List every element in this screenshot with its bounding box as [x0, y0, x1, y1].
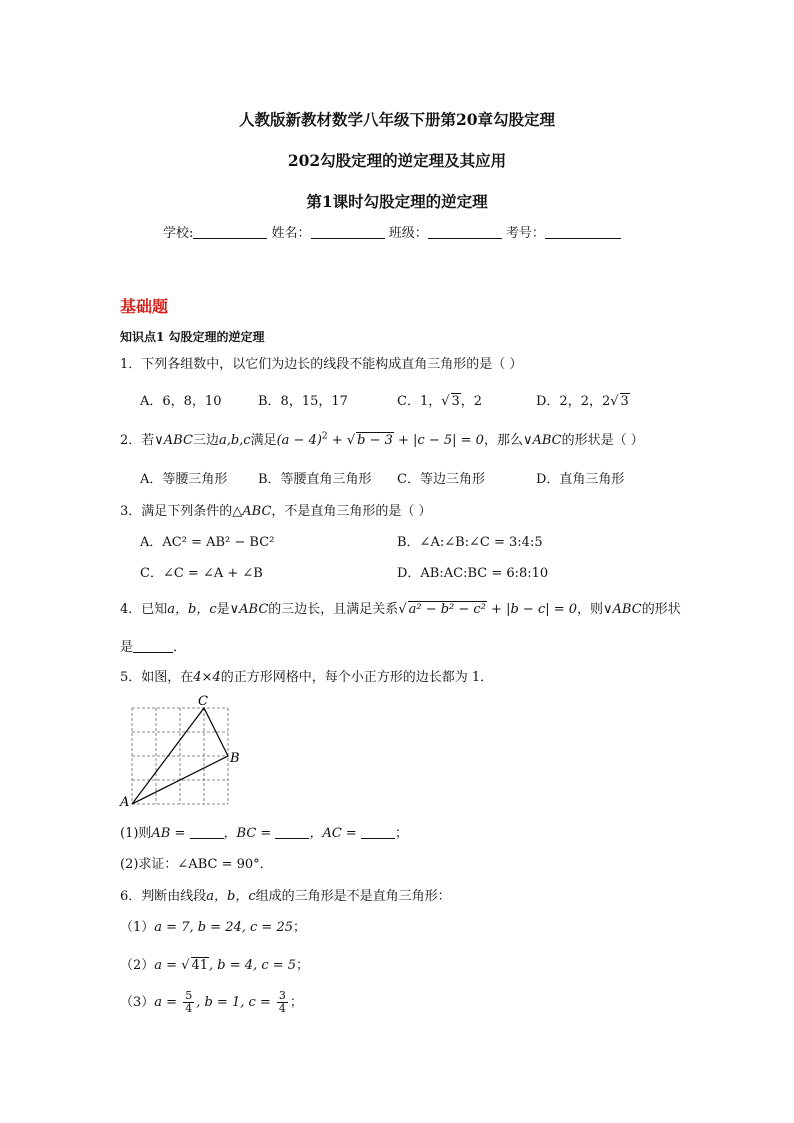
number-blank[interactable] — [545, 224, 621, 239]
square-grid — [132, 708, 228, 804]
class-blank[interactable] — [428, 224, 502, 239]
question-5: 5．如图，在4×4的正方形网格中，每个小正方形的边长都为 1． — [120, 670, 494, 685]
student-info-line — [163, 222, 621, 241]
q1-option-c: C．1，√ 3，2 — [397, 394, 483, 409]
name-label: 姓名： — [271, 226, 311, 241]
name-blank[interactable] — [311, 224, 385, 239]
question-4: 4．已知a，b，c是∨ABC的三边长，且满足关系√ a² − b² − c² + |b − c| = 0，则∨ABC的形状 — [120, 602, 681, 617]
q2-option-b: B．等腰直角三角形 — [258, 472, 372, 487]
question-6-part-1: （1）a = 7, b = 24, c = 25； — [120, 920, 307, 935]
lesson-title: 第1课时勾股定理的逆定理 — [306, 192, 488, 211]
q1-option-b: B．8，15，17 — [258, 394, 348, 409]
fraction-a: $\frac{5}{4}$ — [185, 989, 193, 1015]
q3-option-a: A．AC² = AB² − BC² — [140, 535, 275, 550]
grid-triangle-figure — [114, 690, 254, 810]
question-5-part-2: (2)求证：∠ABC = 90°． — [120, 857, 273, 872]
number-label: 考号： — [505, 226, 545, 241]
vertex-label-c: C — [198, 694, 208, 709]
q3-option-c: C．∠C = ∠A + ∠B — [140, 566, 263, 581]
q3-option-b: B．∠A:∠B:∠C = 3:4:5 — [397, 535, 543, 550]
ac-blank[interactable] — [361, 826, 395, 839]
question-6: 6．判断由线段a，b，c组成的三角形是不是直角三角形： — [120, 889, 451, 904]
document-title: 人教版新教材数学八年级下册第20章勾股定理 — [238, 110, 556, 129]
knowledge-point-heading: 知识点1 勾股定理的逆定理 — [120, 330, 265, 344]
q1-option-d: D．2，2，2√ 3 — [536, 394, 629, 409]
fraction-c: $\frac{3}{4}$ — [278, 989, 286, 1015]
question-6-part-3: （3）a = $\frac{5}{4}$ , b = 1, c = $\frac{3}{4}$ ； — [120, 989, 303, 1015]
vertex-label-a: A — [120, 795, 130, 810]
document-subtitle: 202勾股定理的逆定理及其应用 — [287, 151, 507, 170]
question-2: 2．若∨ABC三边a,b,c满足$(a - 4)^2$ + √ b − 3 + |c − 5| = 0，那么∨ABC的形状是（ ） — [120, 431, 644, 448]
q3-option-d: D．AB:AC:BC = 6:8:10 — [397, 566, 549, 581]
q2-option-d: D．直角三角形 — [536, 472, 625, 487]
bc-blank[interactable] — [275, 826, 309, 839]
section-heading: 基础题 — [120, 297, 169, 316]
q4-answer-blank[interactable] — [133, 640, 173, 653]
q1-option-a: A．6，8，10 — [140, 394, 222, 409]
school-blank[interactable] — [193, 224, 267, 239]
vertex-label-b: B — [230, 751, 240, 766]
question-3: 3．满足下列条件的△ABC，不是直角三角形的是（ ） — [120, 504, 432, 519]
q2-option-a: A．等腰三角形 — [140, 472, 228, 487]
question-4-line-2: 是 ． — [120, 640, 187, 655]
question-5-part-1: (1)则AB = ，BC = ，AC = ； — [120, 826, 408, 841]
school-label: 学校: — [163, 226, 194, 241]
ab-blank[interactable] — [190, 826, 224, 839]
question-6-part-2: （2）a = √ 41, b = 4, c = 5； — [120, 958, 310, 973]
question-1: 1．下列各组数中，以它们为边长的线段不能构成直角三角形的是（ ） — [120, 357, 523, 372]
class-label: 班级： — [388, 226, 428, 241]
q2-option-c: C．等边三角形 — [397, 472, 485, 487]
